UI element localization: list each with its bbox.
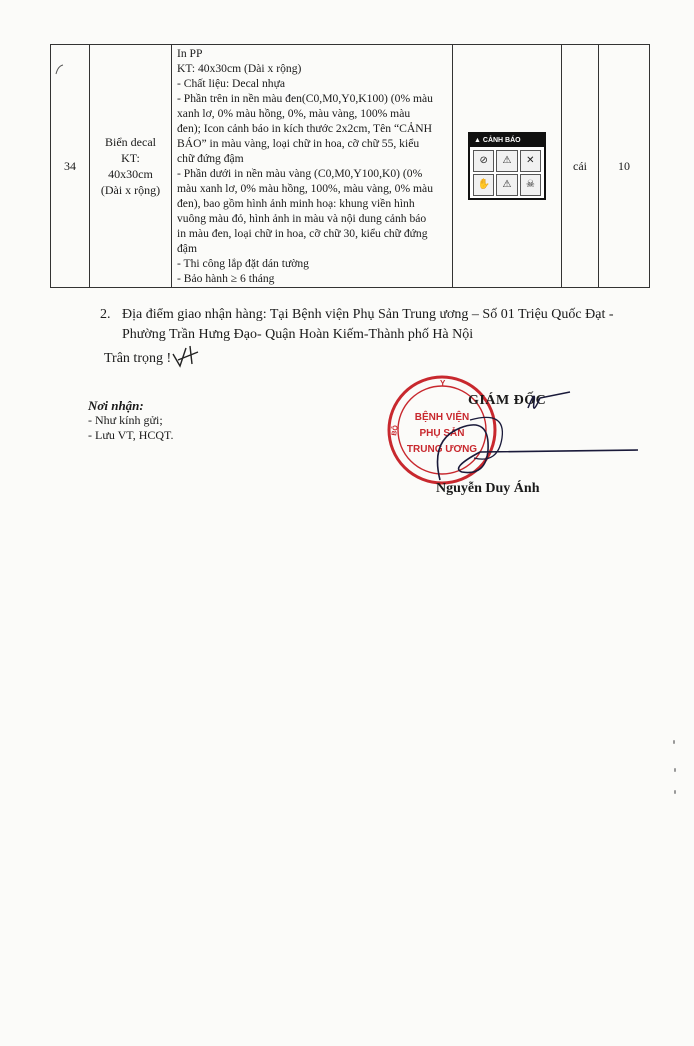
description-line: vuông màu đỏ, hình ảnh in màu và nội dung cảnh báo: [177, 212, 427, 225]
description-line: - Thi công lắp đặt dán tường: [177, 257, 309, 270]
description-line: - Phần dưới in nền màu vàng (C0,M0,Y100,K0) (0%: [177, 167, 423, 180]
scan-speck: [674, 790, 676, 794]
warning-triangle-icon: ▲: [474, 137, 481, 144]
handwritten-signature-icon: [410, 380, 650, 490]
recipient-item: - Như kính gửi;: [88, 413, 163, 427]
description-line: xanh lơ, 0% màu hồng, 0%, màu vàng, 100% màu: [177, 107, 411, 120]
delivery-location-number: 2.: [100, 307, 111, 322]
prohibited-icon: ✕: [520, 150, 541, 172]
description-line: đậm: [177, 242, 197, 255]
description-line: In PP: [177, 47, 203, 60]
item-unit: cái: [562, 45, 599, 288]
description-line: chữ đứng đậm: [177, 152, 244, 165]
no-entry-icon: ⊘: [473, 150, 494, 172]
item-image-cell: [453, 45, 562, 288]
item-description: [172, 45, 453, 288]
stamp-top-letter: Y: [440, 379, 446, 388]
item-name-line: (Dài x rộng): [100, 183, 161, 197]
description-line: - Phần trên in nền màu đen(C0,M0,Y0,K100) (0% màu: [177, 92, 433, 105]
item-table: [50, 44, 650, 288]
warning-sign-header: [470, 134, 544, 147]
warning-icon: ⚠: [496, 150, 517, 172]
description-line: - Bảo hành ≥ 6 tháng: [177, 272, 275, 285]
stamp-line: PHỤ SẢN: [419, 428, 465, 439]
delivery-location-text: Địa điểm giao nhận hàng: Tại Bệnh viện Phụ Sản Trung ương – Số 01 Triệu Quốc Đạt - Phường Trần Hưng Đạo- Quận Hoàn Kiếm-Thành phố Hà Nội: [122, 307, 614, 342]
recipients-block: [88, 398, 174, 443]
stamp-side-letters: BỘ: [391, 424, 400, 437]
description-line: BÁO” in màu vàng, loại chữ in hoa, cỡ chữ 55, kiểu: [177, 137, 420, 150]
danger-icon: ☠: [520, 174, 541, 196]
delivery-location: [100, 305, 620, 345]
recipients-label: Nơi nhận:: [88, 398, 144, 413]
stamp-line: TRUNG ƯƠNG: [406, 444, 478, 455]
description-line: đen); Icon cảnh báo in kích thước 2x2cm, Tên “CẢNH: [177, 122, 432, 135]
hand-icon: ✋: [473, 174, 494, 196]
scan-speck: [673, 740, 675, 744]
recipient-item: - Lưu VT, HCQT.: [88, 428, 174, 442]
row-number: 34: [51, 45, 90, 288]
signer-name: Nguyễn Duy Ánh: [436, 481, 540, 496]
warning-sign-image: [468, 132, 546, 200]
stamp-line: BỆNH VIỆN: [414, 412, 470, 423]
hazard-icon: ⚠: [496, 174, 517, 196]
item-name-line: 40x30cm: [108, 167, 153, 181]
description-line: in màu đen, loại chữ in hoa, cỡ chữ 30, kiểu chữ đứng: [177, 227, 428, 240]
description-line: màu xanh lơ, 0% màu hồng, 100%, màu vàng, 0% màu: [177, 182, 433, 195]
signer-title: GIÁM ĐỐC: [468, 393, 547, 408]
item-name-line: Biển decal: [105, 135, 156, 149]
description-line: - Chất liệu: Decal nhựa: [177, 77, 286, 90]
item-quantity: 10: [599, 45, 650, 288]
item-name: [90, 45, 172, 288]
scan-speck: [674, 768, 676, 772]
description-line: đen), bao gồm hình ảnh minh hoạ: khung viền hình: [177, 197, 415, 210]
initial-mark-icon: [170, 344, 204, 370]
description-line: KT: 40x30cm (Dài x rộng): [177, 62, 302, 75]
warning-sign-title: CẢNH BÁO: [482, 137, 521, 144]
item-name-line: KT:: [121, 151, 140, 165]
warning-sign-grid: [470, 147, 544, 199]
table-row: [51, 45, 650, 288]
closing-regards: Trân trọng !: [104, 351, 172, 366]
